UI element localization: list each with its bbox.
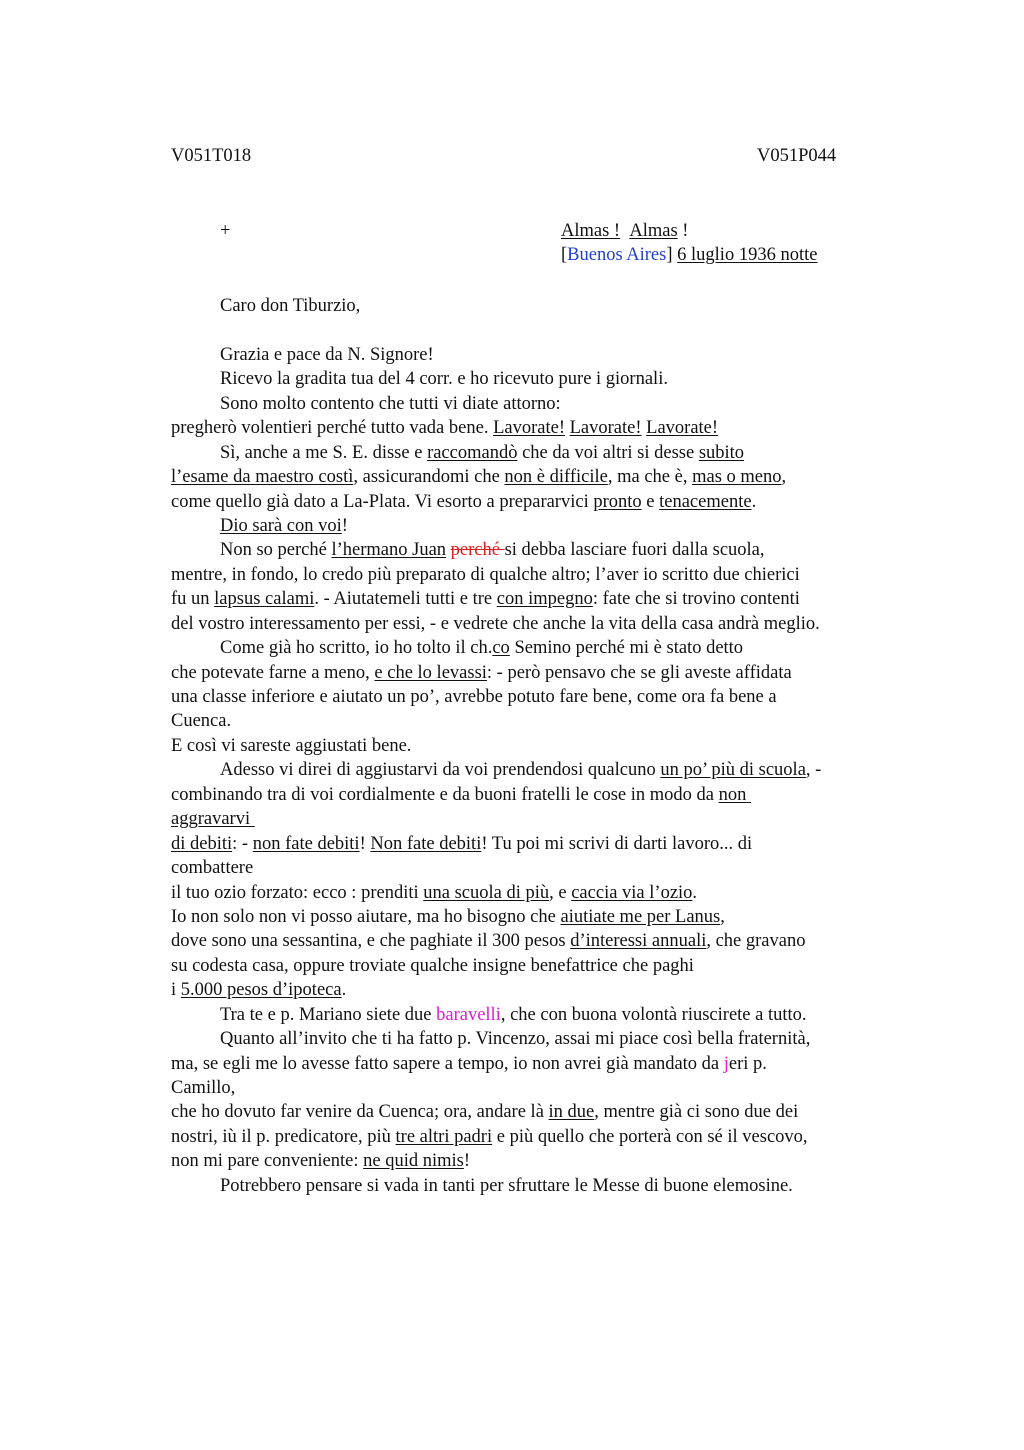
text: , ma che è, [607,467,693,487]
text: che potevate farne a meno, [171,663,375,683]
underlined-text: lapsus calami [214,589,315,609]
underlined-text: un po’ più di scuola [660,760,806,780]
underlined-text: caccia via l’ozio [571,883,693,903]
text: pregherò volentieri perché tutto vada bene. [171,418,494,438]
text: . [751,492,757,512]
text: . [341,980,347,1000]
text: ! [463,1151,471,1171]
archive-code-right: V051P044 [757,146,837,166]
line-04 [171,416,718,440]
underlined-text: ne quid nimis [363,1151,464,1171]
text: i [171,980,181,1000]
bracket-open: [ [561,245,568,265]
text: , e [549,883,572,903]
text: ! [359,834,371,854]
highlighted-word: baravelli [436,1005,501,1025]
underlined-text: subito [698,443,745,463]
text: non mi pare conveniente: [171,1151,364,1171]
underlined-text: l’hermano Juan [331,540,447,560]
line-22: combattere [171,858,254,878]
text: ! Tu poi mi scrivi di darti lavoro... di [481,834,753,854]
underlined-text: tenacemente [659,492,752,512]
text: , - [805,760,822,780]
date-line [561,245,817,266]
line-01: Grazia e pace da N. Signore! [220,345,434,365]
line-14 [171,661,792,685]
underlined-text: una scuola di più [423,883,550,903]
text: ma, se egli me lo avesse fatto sapere a tempo, io non avrei già mandato da [171,1054,724,1074]
line-34 [171,1149,470,1173]
line-30 [171,1052,767,1076]
text: combinando tra di voi cordialmente e da buoni fratelli le cose in modo da [171,785,719,805]
text: , assicurandomi che [353,467,505,487]
line-18 [220,758,821,782]
text: ! [341,516,348,536]
text: si debba lasciare fuori dalla scuola, [504,540,765,560]
text: Non so perché [220,540,332,560]
underlined-text: in due [548,1102,595,1122]
line-16: Cuenca. [171,711,232,731]
salutation: Caro don Tiburzio, [220,296,361,316]
exclamation: ! [677,221,689,241]
text: Semino perché mi è stato detto [509,638,744,658]
underlined-text: l’esame da maestro costì [171,467,354,487]
text: che ho dovuto far venire da Cuenca; ora, andare là [171,1102,549,1122]
text: Sì, anche a me S. E. disse e [220,443,428,463]
text: Adesso vi direi di aggiustarvi da voi prendendosi qualcuno [220,760,661,780]
text: che da voi altri si desse [517,443,699,463]
line-24 [171,905,725,929]
underlined-text: pronto [593,492,642,512]
line-10: mentre, in fondo, lo credo più preparato di qualche altro; l’aver io scritto due chierici [171,565,800,585]
line-31: Camillo, [171,1078,236,1098]
line-20 [171,807,255,831]
text: : - [232,834,253,854]
line-03: Sono molto contento che tutti vi diate attorno: [220,394,561,414]
line-23 [171,881,697,905]
underlined-text: co [492,638,510,658]
text: come quello già dato a La-Plata. Vi esorto a prepararvici [171,492,594,512]
line-12: del vostro interessamento per essi, - e vedrete che anche la vita della casa andrà meglio. [171,614,820,634]
text: , che gravano [706,931,806,951]
underlined-text: tre altri padri [395,1127,493,1147]
line-33 [171,1125,808,1149]
underline-space [746,785,751,805]
archive-code-left: V051T018 [171,146,252,166]
underlined-text: aggravarvi [171,809,251,829]
line-02: Ricevo la gradita tua del 4 corr. e ho ricevuto pure i giornali. [220,369,668,389]
cross-symbol: + [220,221,231,241]
underlined-text: Dio sarà con voi [220,516,342,536]
text: e più quello che porterà con sé il vescovo, [492,1127,808,1147]
text: fu un [171,589,215,609]
underlined-text: mas o meno [692,467,782,487]
text: . [692,883,698,903]
line-05 [220,441,744,465]
line-11 [171,587,800,611]
text: eri p. [728,1054,767,1074]
almas-1: Almas ! [561,221,621,241]
text: Io non solo non vi posso aiutare, ma ho bisogno che [171,907,561,927]
bracket-close: ] [666,245,678,265]
line-27 [171,978,346,1002]
line-28 [220,1003,807,1027]
text: , mentre già ci sono due dei [594,1102,799,1122]
text: : - però pensavo che se gli aveste affidata [486,663,792,683]
underlined-text: Lavorate! [646,418,719,438]
text: : fate che si trovino contenti [592,589,800,609]
place-heading [561,221,688,242]
underlined-text: con impegno [496,589,593,609]
line-08 [220,514,348,538]
underlined-text: non è difficile [504,467,608,487]
line-35: Potrebbero pensare si vada in tanti per sfruttare le Messe di buone elemosine. [220,1176,793,1196]
text: e [641,492,660,512]
line-25 [171,929,805,953]
text: , [720,907,725,927]
highlighted-letter: j [723,1054,729,1074]
underlined-text: Lavorate! [493,418,565,438]
city-name: Buenos Aires [567,245,667,265]
text: , [781,467,787,487]
underlined-text: non fate debiti [252,834,360,854]
line-13 [220,636,743,660]
line-32 [171,1100,798,1124]
underlined-text: di debiti [171,834,233,854]
line-21 [171,832,752,856]
line-29: Quanto all’invito che ti ha fatto p. Vincenzo, assai mi piace così bella fraternità, [220,1029,811,1049]
almas-2: Almas [629,221,678,241]
line-09 [220,538,765,562]
underline-space [250,809,255,829]
letter-date: 6 luglio 1936 notte [677,245,818,265]
text: il tuo ozio forzato: ecco : prenditi [171,883,424,903]
text: , che con buona volontà riuscirete a tutto. [500,1005,807,1025]
line-19 [171,783,751,807]
underlined-text: e che lo levassi [374,663,487,683]
text: Tra te e p. Mariano siete due [220,1005,437,1025]
underlined-text: 5.000 pesos d’ipoteca [180,980,342,1000]
text: . - Aiutatemeli tutti e tre [314,589,497,609]
underlined-text: raccomandò [427,443,518,463]
line-06 [171,465,786,489]
underlined-text: Lavorate! [569,418,642,438]
underlined-text: Non fate debiti [370,834,482,854]
deleted-text: perché [450,540,505,560]
line-17: E così vi sareste aggiustati bene. [171,736,412,756]
text: nostri, iù il p. predicatore, più [171,1127,396,1147]
line-15: una classe inferiore e aiutato un po’, avrebbe potuto fare bene, come ora fa bene a [171,687,777,707]
text: dove sono una sessantina, e che paghiate il 300 pesos [171,931,571,951]
underlined-text: aiutiate me per Lanus [560,907,721,927]
text: Come già ho scritto, io ho tolto il ch. [220,638,493,658]
underlined-text: d’interessi annuali [570,931,707,951]
underlined-text: non [718,785,747,805]
line-26: su codesta casa, oppure troviate qualche insigne benefattrice che paghi [171,956,694,976]
line-07 [171,490,756,514]
